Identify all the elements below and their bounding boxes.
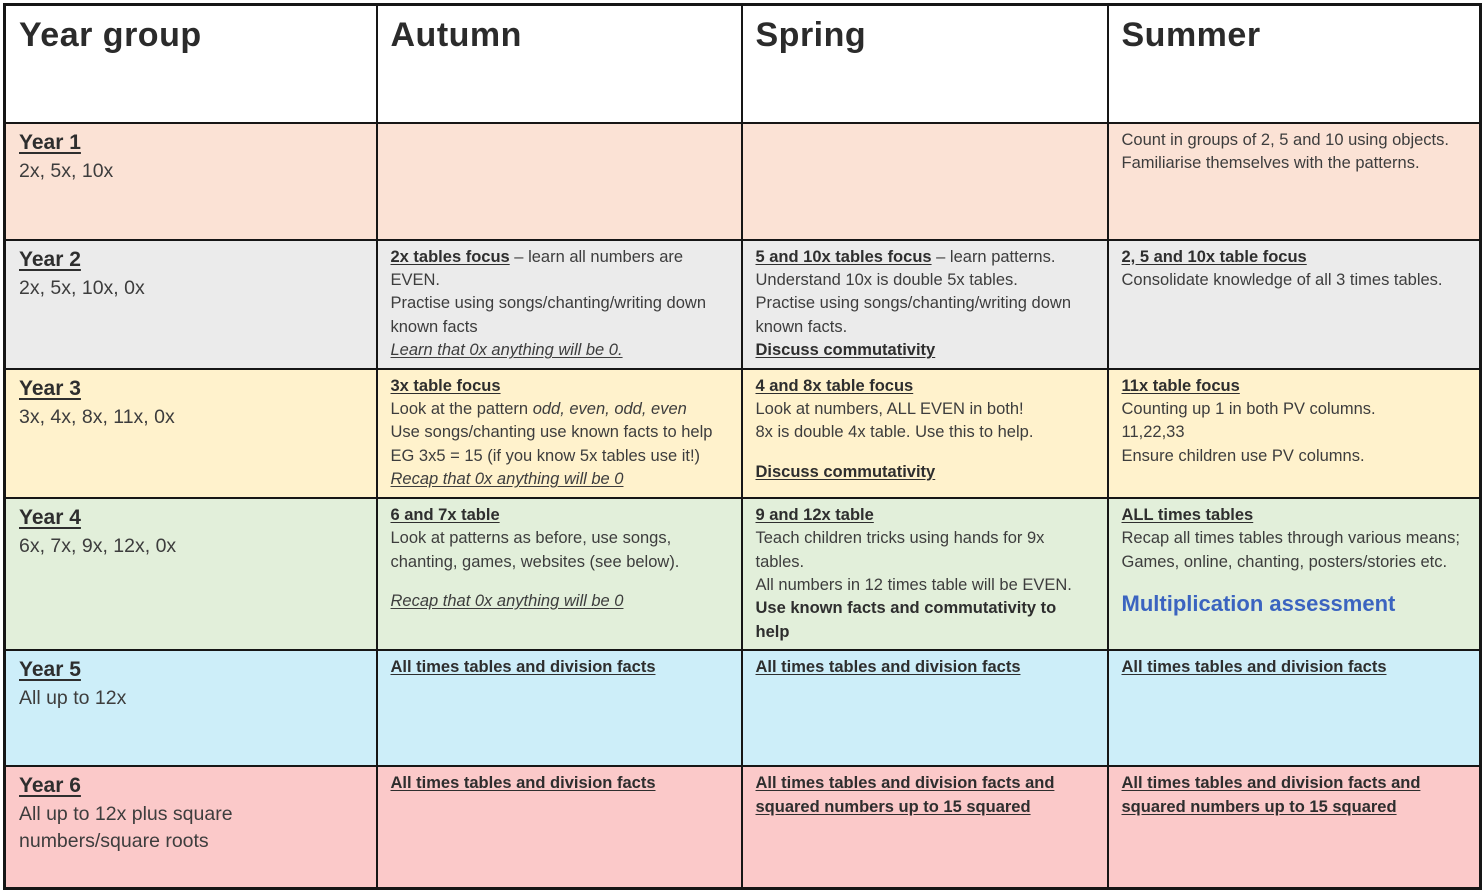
cell-text-line: Understand 10x is double 5x tables.	[755, 270, 1018, 289]
year-tables: All up to 12x	[19, 687, 127, 710]
cell-year-4-autumn	[377, 498, 742, 651]
cell-year-1-spring	[742, 123, 1108, 240]
cell-text-line: Recap that 0x anything will be 0	[390, 591, 624, 610]
cell-text-line: 11,22,33	[1121, 423, 1185, 442]
row-year-4	[5, 498, 1481, 651]
cell-year-4-label	[5, 498, 377, 651]
cell-text-line: Discuss commutativity	[755, 341, 936, 360]
year-title: Year 1	[19, 130, 81, 154]
cell-year-3-summer	[1108, 369, 1481, 498]
cell-year-3-label	[5, 369, 377, 498]
cell-text-line: Look at the pattern odd, even, odd, even	[390, 400, 687, 419]
cell-text-line: All times tables and division facts	[390, 774, 656, 793]
column-header-autumn: Autumn	[377, 5, 742, 123]
cell-text-line	[391, 574, 729, 590]
year-tables: 2x, 5x, 10x, 0x	[19, 276, 145, 299]
cell-text-line: Consolidate knowledge of all 3 times tables.	[1121, 270, 1443, 289]
cell-year-3-spring	[742, 369, 1108, 498]
cell-text-line: All times tables and division facts	[390, 658, 656, 677]
cell-text-line: All times tables and division facts	[1121, 658, 1387, 677]
cell-text-line: Counting up 1 in both PV columns.	[1121, 400, 1376, 419]
cell-year-6-summer	[1108, 766, 1481, 888]
cell-text-line: EG 3x5 = 15 (if you know 5x tables use it!)	[390, 446, 701, 465]
year-tables: 2x, 5x, 10x	[19, 159, 114, 182]
row-year-1	[5, 123, 1481, 240]
year-title: Year 2	[19, 247, 81, 271]
row-year-6	[5, 766, 1481, 888]
cell-text-line: Recap that 0x anything will be 0	[390, 470, 624, 489]
cell-year-2-autumn	[377, 240, 742, 369]
cell-text-line	[756, 445, 1095, 461]
cell-year-3-autumn	[377, 369, 742, 498]
cell-text-line: Practise using songs/chanting/writing down known facts	[390, 294, 707, 336]
cell-text-line: Use songs/chanting use known facts to help	[390, 423, 713, 442]
cell-text-line: 3x table focus	[390, 376, 501, 395]
cell-text-line: All times tables and division facts	[755, 658, 1021, 677]
cell-year-1-summer	[1108, 123, 1481, 240]
curriculum-table	[3, 3, 1482, 890]
cell-text-line: 4 and 8x table focus	[755, 376, 914, 395]
year-title: Year 4	[19, 505, 81, 529]
cell-year-5-autumn	[377, 650, 742, 766]
cell-text-line: Use known facts and commutativity to help	[755, 599, 1057, 641]
cell-text-line: Count in groups of 2, 5 and 10 using objects.	[1121, 130, 1449, 149]
cell-text-line: 6 and 7x table	[390, 505, 500, 524]
cell-text-line: Games, online, chanting, posters/stories etc.	[1121, 552, 1448, 571]
cell-text-line: Recap all times tables through various means;	[1121, 529, 1460, 548]
cell-year-1-label	[5, 123, 377, 240]
cell-text-line: Familiarise themselves with the patterns.	[1121, 153, 1420, 172]
cell-text-line: All times tables and division facts and squared numbers up to 15 squared	[755, 774, 1055, 816]
cell-text-line: Discuss commutativity	[755, 462, 936, 481]
year-tables: 6x, 7x, 9x, 12x, 0x	[19, 534, 177, 557]
cell-year-6-label	[5, 766, 377, 888]
year-title: Year 5	[19, 658, 81, 682]
cell-text-line: 8x is double 4x table. Use this to help.	[755, 423, 1034, 442]
cell-text-line: Multiplication assessment	[1121, 590, 1396, 616]
cell-year-6-autumn	[377, 766, 742, 888]
cell-year-4-spring	[742, 498, 1108, 651]
column-header-summer: Summer	[1108, 5, 1481, 123]
cell-year-5-spring	[742, 650, 1108, 766]
cell-text-line: All times tables and division facts and squared numbers up to 15 squared	[1121, 774, 1421, 816]
cell-text-line: 2x tables focus – learn all numbers are EVEN.	[390, 247, 684, 289]
row-year-2	[5, 240, 1481, 369]
cell-text-line: 9 and 12x table	[755, 505, 874, 524]
cell-text-line: All numbers in 12 times table will be EVEN.	[755, 575, 1072, 594]
cell-year-2-summer	[1108, 240, 1481, 369]
cell-text-line: Practise using songs/chanting/writing down known facts.	[755, 294, 1072, 336]
column-header-year-group: Year group	[5, 5, 377, 123]
cell-text-line: Look at patterns as before, use songs, chanting, games, websites (see below).	[390, 529, 680, 571]
cell-text-line: ALL times tables	[1121, 505, 1254, 524]
cell-year-5-label	[5, 650, 377, 766]
row-year-5	[5, 650, 1481, 766]
cell-text-line: Ensure children use PV columns.	[1121, 446, 1365, 465]
cell-text-line: 11x table focus	[1121, 376, 1240, 395]
cell-year-1-autumn	[377, 123, 742, 240]
header-row	[5, 5, 1481, 123]
cell-text-line: Learn that 0x anything will be 0.	[390, 341, 623, 360]
cell-year-5-summer	[1108, 650, 1481, 766]
cell-year-6-spring	[742, 766, 1108, 888]
year-tables: 3x, 4x, 8x, 11x, 0x	[19, 405, 175, 428]
cell-text-line: 5 and 10x tables focus – learn patterns.	[755, 247, 1056, 266]
cell-text-line: Look at numbers, ALL EVEN in both!	[755, 400, 1024, 419]
column-header-spring: Spring	[742, 5, 1108, 123]
cell-year-2-spring	[742, 240, 1108, 369]
year-title: Year 3	[19, 376, 81, 400]
year-title: Year 6	[19, 774, 81, 798]
year-tables: All up to 12x plus square numbers/square roots	[19, 803, 233, 852]
cell-text-line: 2, 5 and 10x table focus	[1121, 247, 1307, 266]
cell-text-line: Teach children tricks using hands for 9x tables.	[755, 529, 1045, 571]
row-year-3	[5, 369, 1481, 498]
cell-text-line	[1122, 574, 1468, 590]
cell-year-2-label	[5, 240, 377, 369]
cell-year-4-summer	[1108, 498, 1481, 651]
